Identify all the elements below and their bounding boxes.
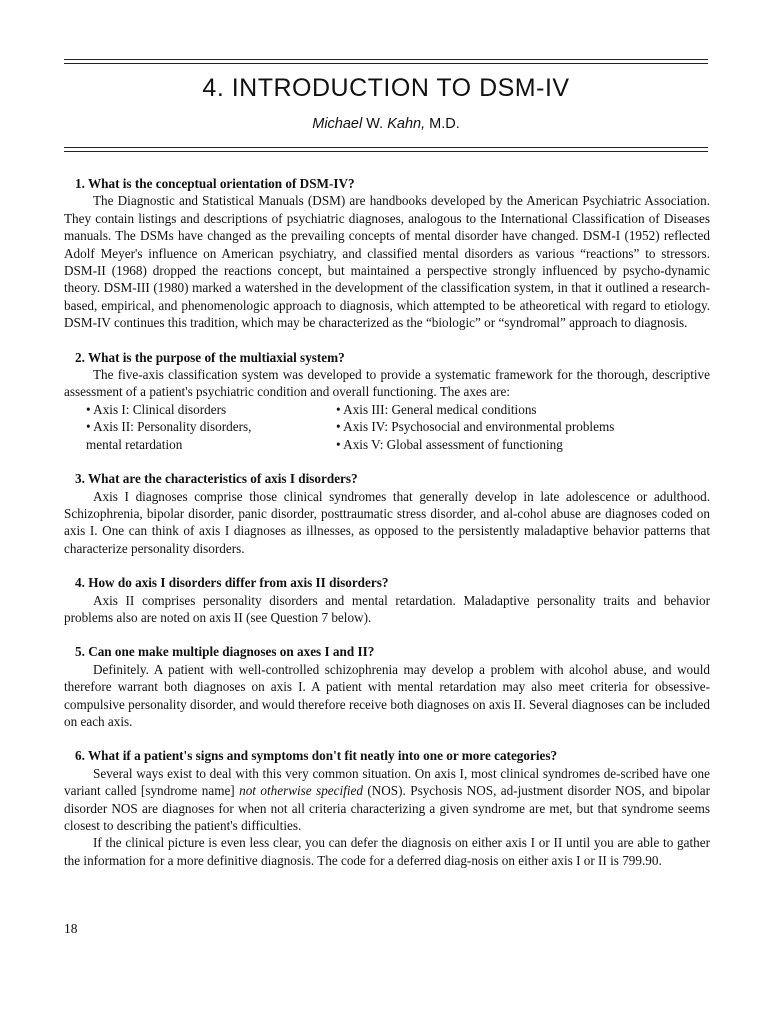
- question-4: 4. How do axis I disorders differ from axis II disorders?: [75, 575, 389, 591]
- answer-6-text-a: Several ways exist to deal with this very common situation. On axis I, most clinical syndromes de-scribed have one variant called [syndrome name]: [64, 765, 710, 799]
- question-6: 6. What if a patient's signs and symptoms don't fit neatly into one or more categories?: [75, 748, 558, 764]
- answer-6-paragraph-2: If the clinical picture is even less clear, you can defer the diagnosis on either axis I or II until you are able to gather the information for a more definitive diagnosis. The code for a deferred diag-nosis on either axis I or II is 799.90.: [64, 835, 710, 868]
- header-bottom-rule-1: [64, 147, 708, 148]
- answer-3: Axis I diagnoses comprise those clinical syndromes that generally develop in late adolescence or adulthood. Schizophrenia, bipolar disorder, panic disorder, posttraumatic stress disorder, and al-cohol abuse are diagnoses coded on axis I. One can think of axis I diagnoses as illnesses, as opposed to the persistently maladaptive behavior patterns that characterize personality disorders.: [64, 488, 710, 556]
- question-1: 1. What is the conceptual orientation of DSM-IV?: [75, 176, 355, 191]
- top-rule-2: [64, 63, 708, 64]
- axes-list: [86, 401, 614, 453]
- axis-v-item: • Axis V: Global assessment of functioning: [336, 436, 563, 452]
- author-surname: Kahn,: [387, 116, 426, 132]
- page-number: 18: [64, 921, 78, 936]
- article-body: [64, 175, 710, 869]
- axis-i-item: • Axis I: Clinical disorders: [86, 401, 227, 417]
- author-degree: M.D.: [429, 116, 460, 132]
- axis-ii-item: • Axis II: Personality disorders,: [86, 419, 252, 435]
- axis-ii-item-cont: mental retardation: [86, 436, 183, 452]
- question-5: 5. Can one make multiple diagnoses on axes I and II?: [75, 644, 375, 660]
- answer-6-text-b: (NOS). Psychosis NOS, ad-justment disorder NOS, and bipolar disorder NOS are diagnoses for when not all criteria characterizing a given syndrome are met, but that syndrome seems closest to describing the patient's difficulties.: [64, 783, 710, 833]
- author-line: [64, 116, 708, 132]
- author-middle-initial: W.: [366, 116, 384, 132]
- author-first-name: Michael: [312, 116, 363, 132]
- answer-6-italic-term: not otherwise specified: [239, 783, 363, 799]
- answer-1: The Diagnostic and Statistical Manuals (DSM) are handbooks developed by the American Psychiatric Association. They contain listings and descriptions of psychiatric diagnoses, analogous to the International Classification of Diseases manuals. The DSMs have changed as the prevailing concepts of mental disorder have changed. DSM-I (1952) reflected Adolf Meyer's influence on American psychiatry, and classified mental disorders as various “reactions” to stressors. DSM-II (1968) dropped the reactions concept, but maintained a perspective strongly influenced by psycho-dynamic theory. DSM-III (1980) marked a watershed in the development of the classification system, in that it outlined a research-based, empirical, and phenomenologic approach to diagnosis, which attempted to be atheoretical with regard to etiology. DSM-IV continues this tradition, which may be characterized as the “biologic” or “syndromal” approach to diagnosis.: [64, 193, 710, 331]
- axis-iii-item: • Axis III: General medical conditions: [336, 401, 537, 417]
- answer-6-paragraph-1: [64, 765, 710, 835]
- question-3: 3. What are the characteristics of axis I disorders?: [75, 471, 358, 487]
- axis-iv-item: • Axis IV: Psychosocial and environmental problems: [336, 419, 615, 435]
- question-2: 2. What is the purpose of the multiaxial system?: [75, 349, 345, 365]
- top-rule-1: [64, 59, 708, 60]
- header-bottom-rule-2: [64, 151, 708, 152]
- answer-5: Definitely. A patient with well-controlled schizophrenia may develop a problem with alcohol abuse, and would therefore warrant both diagnoses on axis I. A patient with mental retardation may also meet criteria for obsessive-compulsive personality disorder, and would therefore receive both diagnoses on axis II. Several diagnoses can be included on each axis.: [64, 661, 710, 729]
- chapter-title: 4. INTRODUCTION TO DSM-IV: [202, 74, 570, 102]
- answer-2: The five-axis classification system was developed to provide a systematic framework for the thorough, descriptive assessment of a patient's psychiatric condition and overall functioning. The axes are:: [64, 367, 710, 400]
- answer-4: Axis II comprises personality disorders and mental retardation. Maladaptive personality traits and behavior problems also are noted on axis II (see Question 7 below).: [64, 592, 710, 625]
